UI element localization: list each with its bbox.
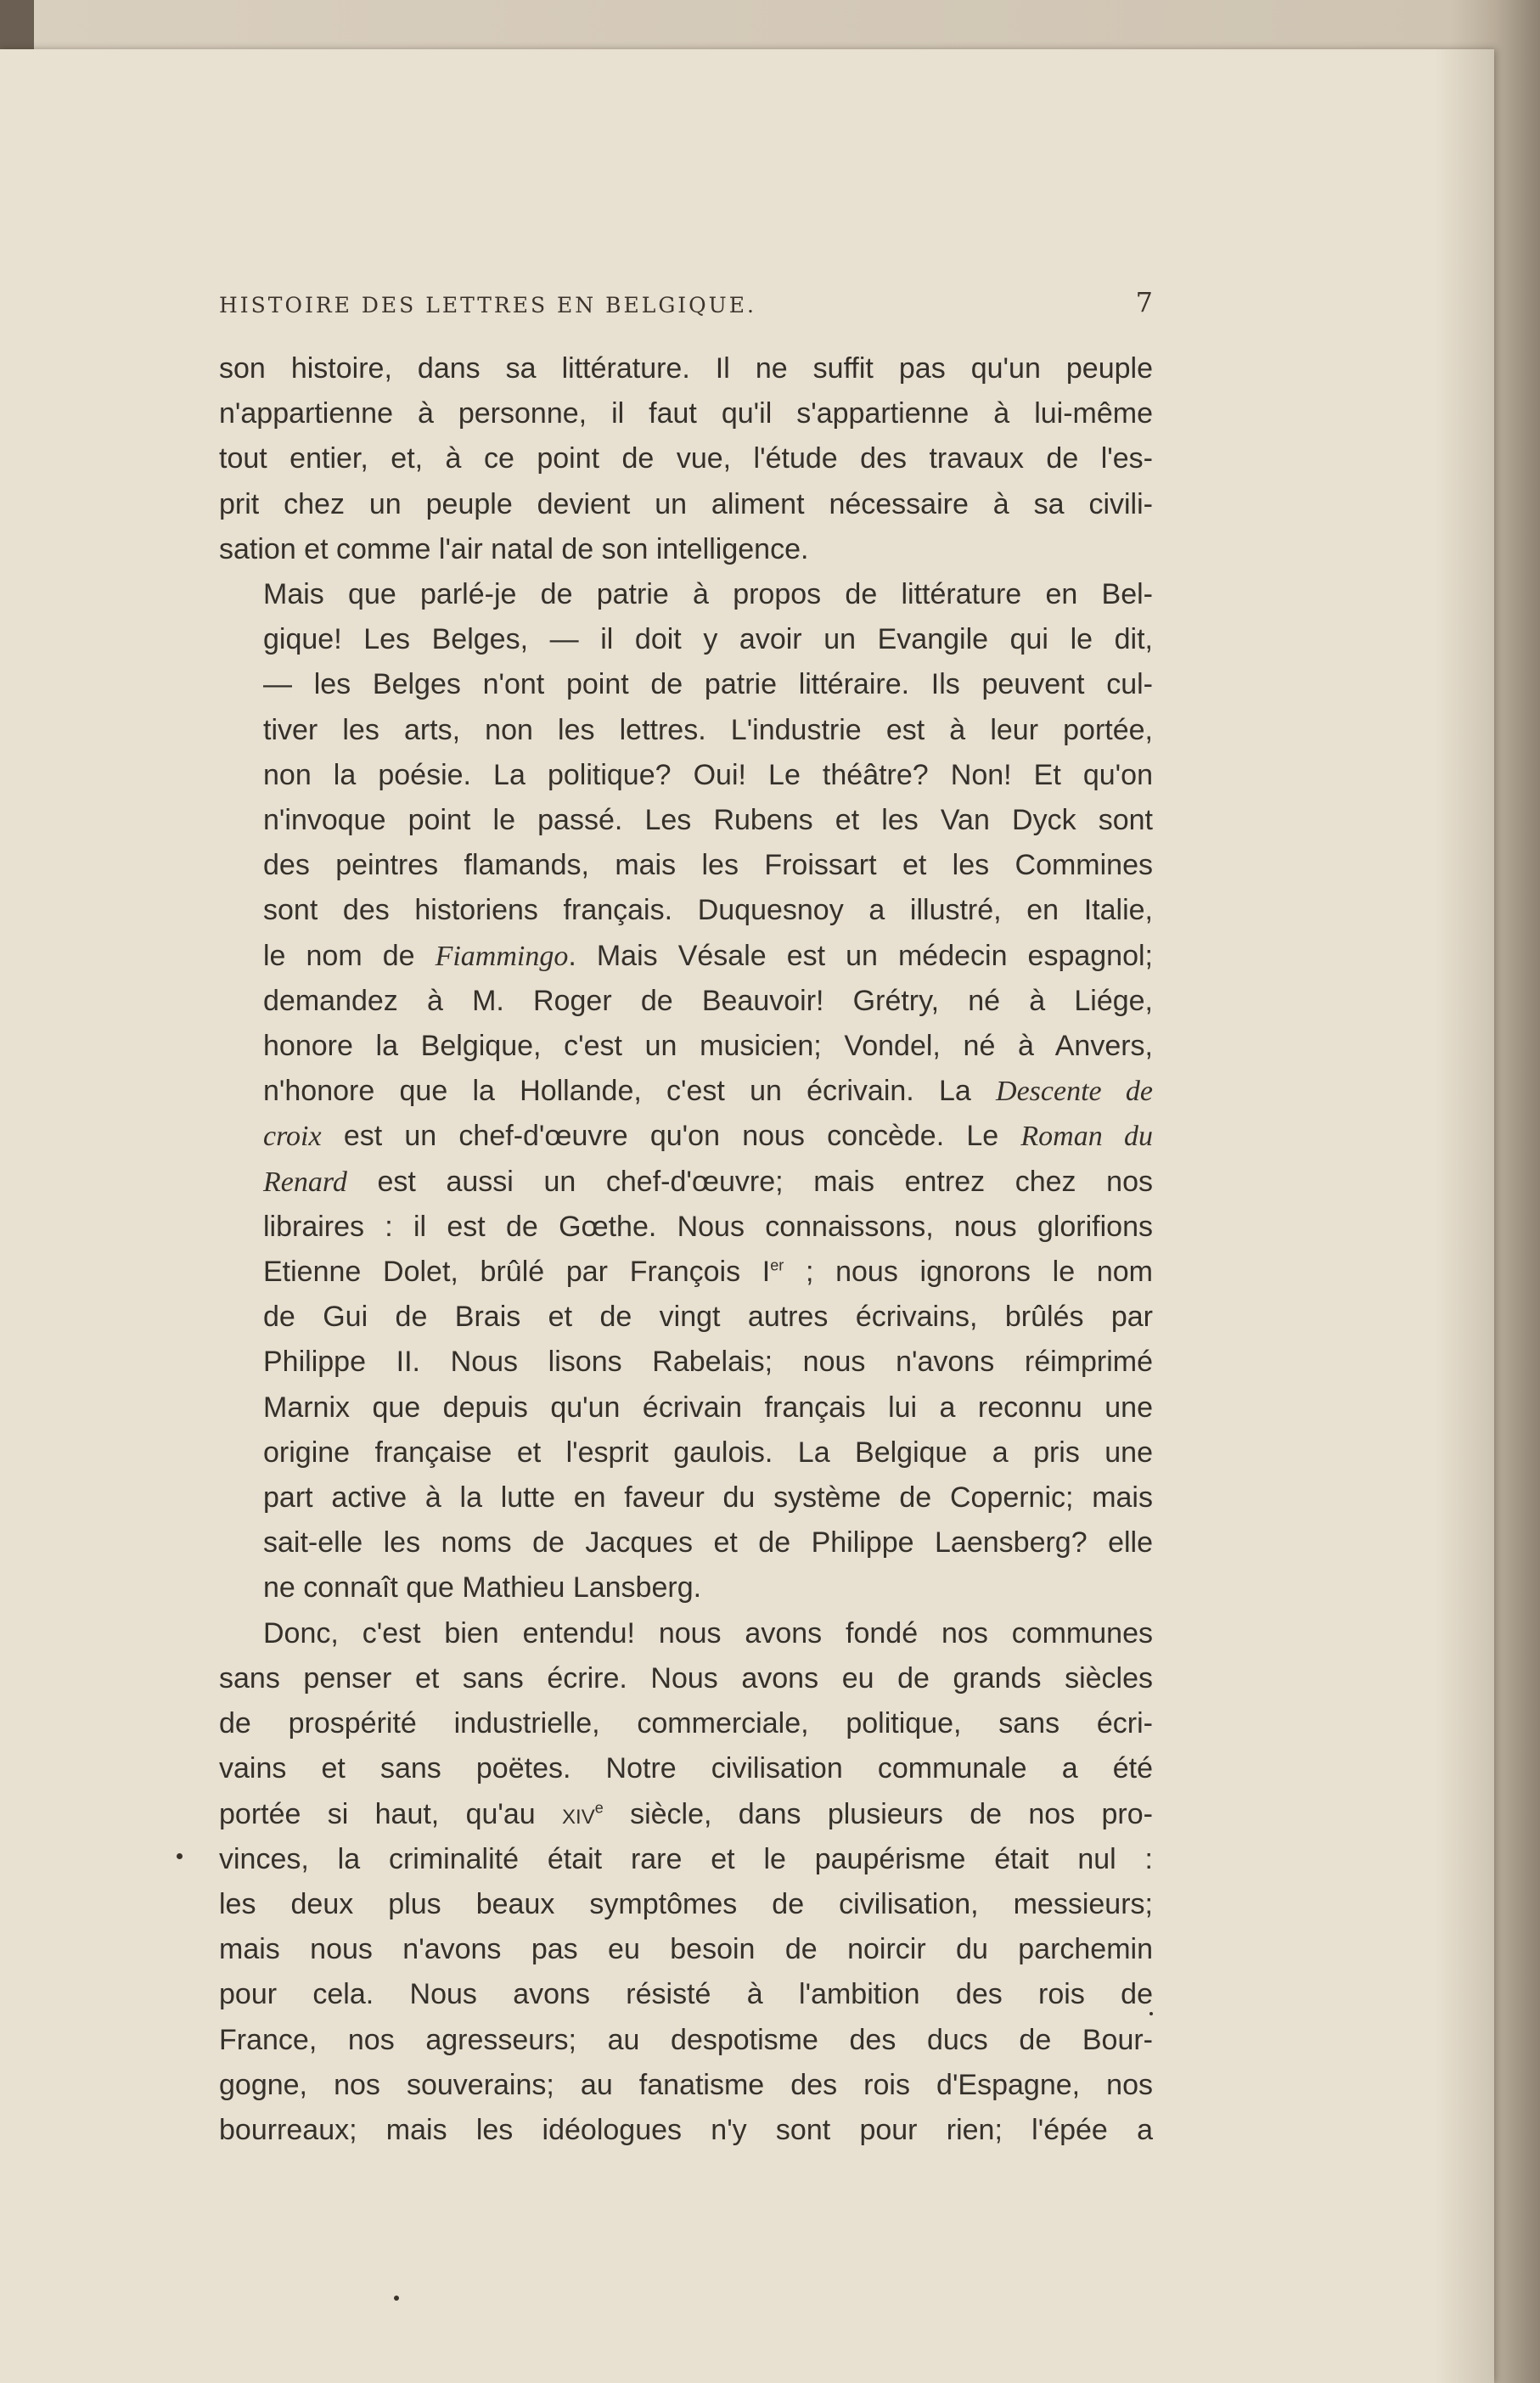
text-line bbox=[219, 1160, 1153, 1205]
italic-title: Roman du bbox=[1020, 1121, 1153, 1153]
text-line: gogne, nos souverains; au fanatisme des rois d'Espagne, nos bbox=[219, 2068, 1153, 2101]
text-line: n'appartienne à personne, il faut qu'il s'appartienne à lui-même bbox=[219, 397, 1153, 430]
text-line: tout entier, et, à ce point de vue, l'étude des travaux de l'es- bbox=[219, 442, 1153, 475]
text-line bbox=[219, 1114, 1153, 1159]
text-line: origine française et l'esprit gaulois. La Belgique a pris une bbox=[263, 1436, 1153, 1469]
text-run: portée si haut, qu'au bbox=[219, 1797, 563, 1830]
page-header bbox=[219, 286, 1153, 335]
paragraph-2 bbox=[219, 572, 1153, 1611]
italic-title: croix bbox=[263, 1121, 322, 1153]
text-line: Mais que parlé-je de patrie à propos de littérature en Bel- bbox=[263, 578, 1153, 611]
page-number: 7 bbox=[1135, 286, 1153, 318]
text-line: sait-elle les noms de Jacques et de Philippe Laensberg? elle bbox=[263, 1526, 1153, 1560]
text-run: . Mais Vésale est un médecin espagnol; bbox=[568, 939, 1153, 972]
text-line bbox=[219, 1069, 1153, 1114]
text-line bbox=[219, 1250, 1153, 1295]
text-line: sation et comme l'air natal de son intelligence. bbox=[219, 532, 809, 565]
page-shadow bbox=[1435, 49, 1494, 2383]
text-line: prit chez un peuple devient un aliment nécessaire à sa civili- bbox=[219, 487, 1153, 520]
paragraph-1 bbox=[219, 346, 1153, 572]
superscript: e bbox=[594, 1799, 604, 1817]
italic-title: Fiammingo bbox=[435, 940, 569, 972]
text-line: vinces, la criminalité était rare et le paupérisme était nul : bbox=[219, 1842, 1153, 1875]
text-line: ne connaît que Mathieu Lansberg. bbox=[263, 1571, 702, 1605]
text-line: libraires : il est de Gœthe. Nous connaissons, nous glorifions bbox=[263, 1210, 1153, 1243]
ink-speck bbox=[394, 2296, 399, 2301]
text-line: — les Belges n'ont point de patrie littéraire. Ils peuvent cul- bbox=[263, 668, 1153, 701]
text-line: Marnix que depuis qu'un écrivain français lui a reconnu une bbox=[263, 1391, 1153, 1424]
paragraph-3 bbox=[219, 1611, 1153, 2153]
ink-speck bbox=[1149, 2012, 1153, 2015]
text-line: sont des historiens français. Duquesnoy a illustré, en Italie, bbox=[263, 894, 1153, 927]
text-line: France, nos agresseurs; au despotisme des ducs de Bour- bbox=[219, 2023, 1153, 2056]
century-numeral: xiv bbox=[562, 1797, 595, 1830]
text-line: part active à la lutte en faveur du système de Copernic; mais bbox=[263, 1481, 1153, 1515]
text-line: mais nous n'avons pas eu besoin de noircir du parchemin bbox=[219, 1933, 1153, 1966]
text-line: gique! Les Belges, — il doit y avoir un Evangile qui le dit, bbox=[263, 623, 1153, 656]
text-line: des peintres flamands, mais les Froissart et les Commines bbox=[263, 849, 1153, 882]
text-run: ; nous ignorons le nom bbox=[784, 1256, 1153, 1289]
text-line: demandez à M. Roger de Beauvoir! Grétry, né à Liége, bbox=[263, 984, 1153, 1017]
italic-title: Descente de bbox=[996, 1076, 1153, 1108]
text-run: est aussi un chef-d'œuvre; mais entrez chez nos bbox=[346, 1165, 1153, 1198]
text-line bbox=[219, 934, 1153, 979]
text-run: Etienne Dolet, brûlé par François I bbox=[263, 1256, 771, 1289]
text-line: honore la Belgique, c'est un musicien; Vondel, né à Anvers, bbox=[263, 1030, 1153, 1063]
text-line: pour cela. Nous avons résisté à l'ambition des rois de bbox=[219, 1978, 1153, 2011]
running-title: HISTOIRE DES LETTRES EN BELGIQUE. bbox=[219, 293, 756, 318]
text-run: n'honore que la Hollande, c'est un écrivain. La bbox=[263, 1075, 997, 1108]
text-run: siècle, dans plusieurs de nos pro- bbox=[603, 1797, 1153, 1830]
text-line: les deux plus beaux symptômes de civilisation, messieurs; bbox=[219, 1887, 1153, 1920]
text-line bbox=[219, 1792, 1153, 1837]
text-line: de prospérité industrielle, commerciale, politique, sans écri- bbox=[219, 1707, 1153, 1740]
text-line: son histoire, dans sa littérature. Il ne suffit pas qu'un peuple bbox=[219, 352, 1153, 385]
text-run: est un chef-d'œuvre qu'on nous concède. Le bbox=[321, 1120, 1021, 1153]
text-line: n'invoque point le passé. Les Rubens et les Van Dyck sont bbox=[263, 804, 1153, 837]
text-line: bourreaux; mais les idéologues n'y sont pour rien; l'épée a bbox=[219, 2113, 1153, 2146]
superscript: er bbox=[770, 1256, 784, 1274]
text-line: Donc, c'est bien entendu! nous avons fondé nos communes bbox=[263, 1616, 1153, 1650]
italic-title: Renard bbox=[263, 1166, 347, 1198]
body-text bbox=[219, 346, 1153, 2153]
text-line: tiver les arts, non les lettres. L'industrie est à leur portée, bbox=[263, 713, 1153, 746]
text-line: de Gui de Brais et de vingt autres écrivains, brûlés par bbox=[263, 1301, 1153, 1334]
text-line: Philippe II. Nous lisons Rabelais; nous n'avons réimprimé bbox=[263, 1346, 1153, 1379]
text-line: non la poésie. La politique? Oui! Le théâtre? Non! Et qu'on bbox=[263, 758, 1153, 791]
text-line: sans penser et sans écrire. Nous avons eu de grands siècles bbox=[219, 1661, 1153, 1695]
ink-speck bbox=[177, 1853, 183, 1859]
text-line: vains et sans poëtes. Notre civilisation communale a été bbox=[219, 1752, 1153, 1785]
text-run: le nom de bbox=[263, 939, 436, 972]
